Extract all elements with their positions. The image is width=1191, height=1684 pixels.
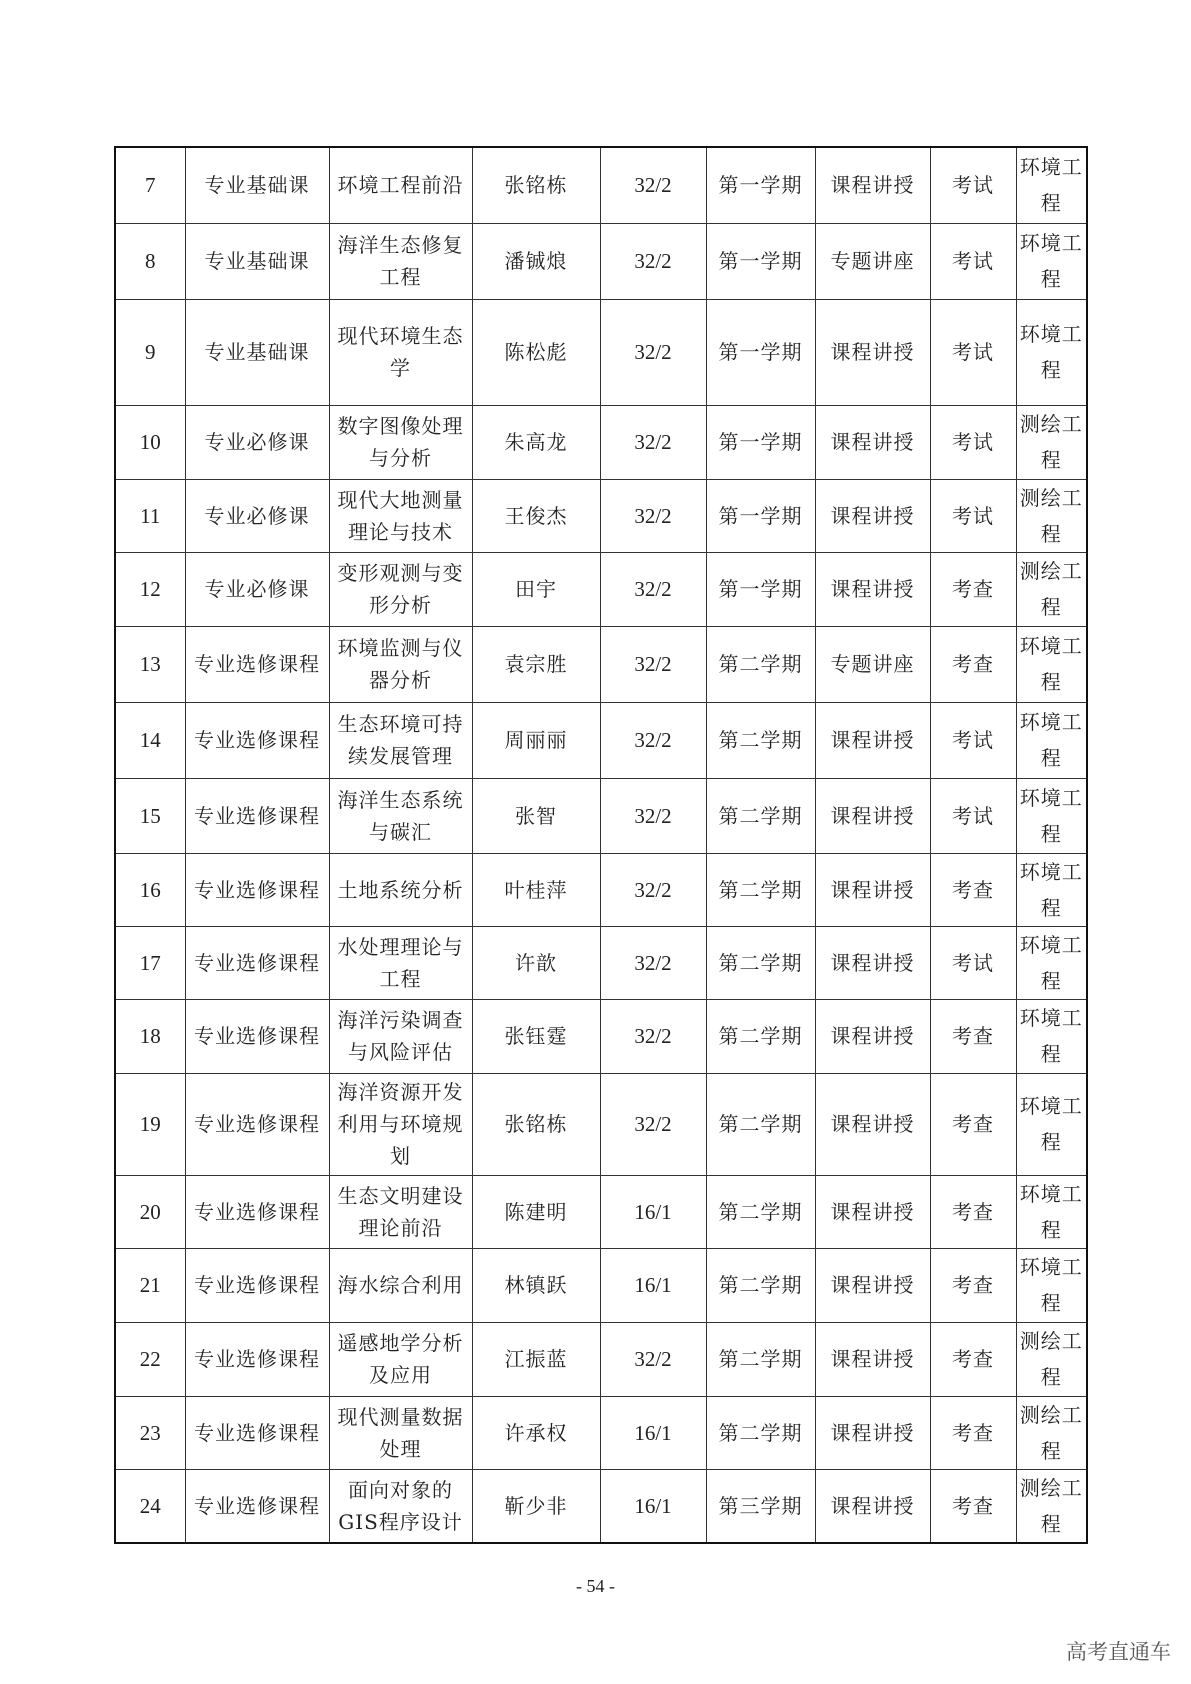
cell-hours: 32/2 [600,999,706,1073]
cell-teacher: 张铭栋 [472,1073,600,1175]
table-row [115,1248,1087,1322]
cell-assess: 考查 [930,1396,1016,1469]
cell-no: 14 [115,702,185,778]
cell-assess: 考查 [930,1322,1016,1396]
cell-teacher: 陈建明 [472,1175,600,1248]
cell-course: 海洋污染调查与风险评估 [329,999,472,1073]
cell-dept: 环境工程 [1016,702,1087,778]
cell-teacher: 张智 [472,778,600,853]
cell-type: 专业选修课程 [185,1322,329,1396]
cell-method: 课程讲授 [815,552,930,626]
cell-dept: 环境工程 [1016,778,1087,853]
cell-dept: 环境工程 [1016,147,1087,223]
cell-assess: 考查 [930,552,1016,626]
cell-type: 专业基础课 [185,299,329,405]
cell-type: 专业选修课程 [185,1248,329,1322]
cell-method: 课程讲授 [815,299,930,405]
cell-teacher: 周丽丽 [472,702,600,778]
table-row [115,1175,1087,1248]
cell-no: 9 [115,299,185,405]
cell-no: 18 [115,999,185,1073]
cell-term: 第一学期 [706,405,815,479]
cell-no: 8 [115,223,185,299]
table-row [115,999,1087,1073]
cell-no: 10 [115,405,185,479]
cell-teacher: 叶桂萍 [472,853,600,926]
cell-hours: 32/2 [600,1073,706,1175]
cell-hours: 32/2 [600,405,706,479]
cell-dept: 环境工程 [1016,299,1087,405]
cell-type: 专业选修课程 [185,1396,329,1469]
cell-term: 第二学期 [706,1396,815,1469]
cell-method: 课程讲授 [815,147,930,223]
cell-assess: 考查 [930,853,1016,926]
cell-dept: 环境工程 [1016,1073,1087,1175]
table-row [115,626,1087,702]
cell-no: 19 [115,1073,185,1175]
cell-type: 专业必修课 [185,405,329,479]
cell-method: 课程讲授 [815,926,930,999]
cell-no: 11 [115,479,185,552]
table-row [115,926,1087,999]
cell-method: 课程讲授 [815,853,930,926]
page-number: - 54 - [576,1576,615,1596]
cell-type: 专业选修课程 [185,926,329,999]
cell-type: 专业选修课程 [185,853,329,926]
cell-teacher: 许歆 [472,926,600,999]
cell-method: 课程讲授 [815,1248,930,1322]
cell-course: 现代测量数据处理 [329,1396,472,1469]
table-row [115,1469,1087,1543]
cell-course: 海水综合利用 [329,1248,472,1322]
cell-course: 生态环境可持续发展管理 [329,702,472,778]
cell-course: 现代环境生态学 [329,299,472,405]
cell-term: 第一学期 [706,479,815,552]
table-row [115,702,1087,778]
cell-course: 遥感地学分析及应用 [329,1322,472,1396]
cell-method: 课程讲授 [815,1396,930,1469]
cell-dept: 环境工程 [1016,999,1087,1073]
cell-teacher: 潘铖烺 [472,223,600,299]
cell-type: 专业选修课程 [185,1469,329,1543]
table-row [115,405,1087,479]
table-row [115,147,1087,223]
cell-dept: 环境工程 [1016,626,1087,702]
cell-dept: 环境工程 [1016,853,1087,926]
table-row [115,1396,1087,1469]
cell-hours: 32/2 [600,479,706,552]
cell-teacher: 江振蓝 [472,1322,600,1396]
cell-hours: 16/1 [600,1396,706,1469]
cell-method: 课程讲授 [815,702,930,778]
cell-method: 课程讲授 [815,479,930,552]
cell-assess: 考查 [930,1175,1016,1248]
cell-no: 13 [115,626,185,702]
cell-hours: 32/2 [600,853,706,926]
cell-term: 第一学期 [706,147,815,223]
cell-dept: 测绘工程 [1016,1469,1087,1543]
cell-dept: 环境工程 [1016,926,1087,999]
table-row [115,1073,1087,1175]
cell-hours: 32/2 [600,1322,706,1396]
cell-assess: 考试 [930,926,1016,999]
cell-term: 第二学期 [706,1073,815,1175]
cell-hours: 16/1 [600,1248,706,1322]
course-table [114,146,1088,1544]
cell-assess: 考查 [930,1073,1016,1175]
cell-hours: 32/2 [600,926,706,999]
cell-method: 课程讲授 [815,1322,930,1396]
cell-type: 专业选修课程 [185,999,329,1073]
table-row [115,479,1087,552]
cell-dept: 测绘工程 [1016,479,1087,552]
cell-type: 专业选修课程 [185,1073,329,1175]
cell-type: 专业选修课程 [185,1175,329,1248]
cell-no: 24 [115,1469,185,1543]
cell-teacher: 林镇跃 [472,1248,600,1322]
table-row [115,853,1087,926]
cell-course: 海洋生态系统与碳汇 [329,778,472,853]
cell-hours: 32/2 [600,299,706,405]
cell-no: 15 [115,778,185,853]
cell-method: 课程讲授 [815,1175,930,1248]
cell-method: 课程讲授 [815,1469,930,1543]
cell-term: 第二学期 [706,778,815,853]
cell-method: 课程讲授 [815,405,930,479]
cell-method: 专题讲座 [815,626,930,702]
cell-type: 专业必修课 [185,479,329,552]
cell-dept: 测绘工程 [1016,1322,1087,1396]
cell-term: 第二学期 [706,626,815,702]
cell-assess: 考试 [930,702,1016,778]
cell-dept: 环境工程 [1016,1175,1087,1248]
cell-dept: 环境工程 [1016,223,1087,299]
cell-type: 专业必修课 [185,552,329,626]
cell-assess: 考试 [930,147,1016,223]
cell-method: 课程讲授 [815,1073,930,1175]
cell-hours: 32/2 [600,147,706,223]
cell-course: 数字图像处理与分析 [329,405,472,479]
watermark: 高考直通车 [1066,1640,1171,1664]
cell-type: 专业选修课程 [185,626,329,702]
cell-teacher: 王俊杰 [472,479,600,552]
cell-term: 第二学期 [706,926,815,999]
cell-no: 16 [115,853,185,926]
cell-type: 专业选修课程 [185,778,329,853]
cell-dept: 测绘工程 [1016,1396,1087,1469]
cell-term: 第三学期 [706,1469,815,1543]
cell-teacher: 张铭栋 [472,147,600,223]
table-row [115,223,1087,299]
cell-assess: 考查 [930,1469,1016,1543]
cell-term: 第二学期 [706,1322,815,1396]
cell-teacher: 许承权 [472,1396,600,1469]
cell-assess: 考试 [930,778,1016,853]
cell-no: 21 [115,1248,185,1322]
table-row [115,552,1087,626]
cell-assess: 考试 [930,479,1016,552]
cell-no: 17 [115,926,185,999]
cell-teacher: 朱高龙 [472,405,600,479]
cell-teacher: 张钰霆 [472,999,600,1073]
cell-assess: 考试 [930,223,1016,299]
cell-course: 土地系统分析 [329,853,472,926]
table-row [115,299,1087,405]
cell-assess: 考查 [930,626,1016,702]
cell-assess: 考试 [930,299,1016,405]
cell-assess: 考查 [930,999,1016,1073]
cell-method: 课程讲授 [815,778,930,853]
cell-term: 第一学期 [706,299,815,405]
cell-no: 7 [115,147,185,223]
cell-course: 生态文明建设理论前沿 [329,1175,472,1248]
cell-no: 23 [115,1396,185,1469]
cell-hours: 32/2 [600,778,706,853]
cell-method: 课程讲授 [815,999,930,1073]
cell-dept: 测绘工程 [1016,552,1087,626]
cell-term: 第二学期 [706,702,815,778]
cell-hours: 32/2 [600,702,706,778]
cell-term: 第一学期 [706,223,815,299]
cell-teacher: 陈松彪 [472,299,600,405]
cell-course: 面向对象的GIS程序设计 [329,1469,472,1543]
cell-course: 海洋生态修复工程 [329,223,472,299]
cell-dept: 环境工程 [1016,1248,1087,1322]
cell-method: 专题讲座 [815,223,930,299]
cell-term: 第二学期 [706,1175,815,1248]
cell-course: 海洋资源开发利用与环境规划 [329,1073,472,1175]
cell-type: 专业选修课程 [185,702,329,778]
cell-assess: 考试 [930,405,1016,479]
cell-course: 水处理理论与工程 [329,926,472,999]
cell-course: 环境监测与仪器分析 [329,626,472,702]
cell-term: 第二学期 [706,853,815,926]
cell-no: 22 [115,1322,185,1396]
cell-hours: 32/2 [600,552,706,626]
cell-teacher: 靳少非 [472,1469,600,1543]
cell-term: 第二学期 [706,999,815,1073]
cell-term: 第二学期 [706,1248,815,1322]
cell-course: 环境工程前沿 [329,147,472,223]
cell-type: 专业基础课 [185,223,329,299]
cell-teacher: 袁宗胜 [472,626,600,702]
table-row [115,1322,1087,1396]
cell-no: 20 [115,1175,185,1248]
cell-assess: 考查 [930,1248,1016,1322]
cell-hours: 32/2 [600,223,706,299]
table-row [115,778,1087,853]
cell-hours: 16/1 [600,1469,706,1543]
cell-dept: 测绘工程 [1016,405,1087,479]
cell-no: 12 [115,552,185,626]
cell-teacher: 田宇 [472,552,600,626]
cell-term: 第一学期 [706,552,815,626]
cell-hours: 16/1 [600,1175,706,1248]
cell-type: 专业基础课 [185,147,329,223]
cell-hours: 32/2 [600,626,706,702]
cell-course: 变形观测与变形分析 [329,552,472,626]
cell-course: 现代大地测量理论与技术 [329,479,472,552]
